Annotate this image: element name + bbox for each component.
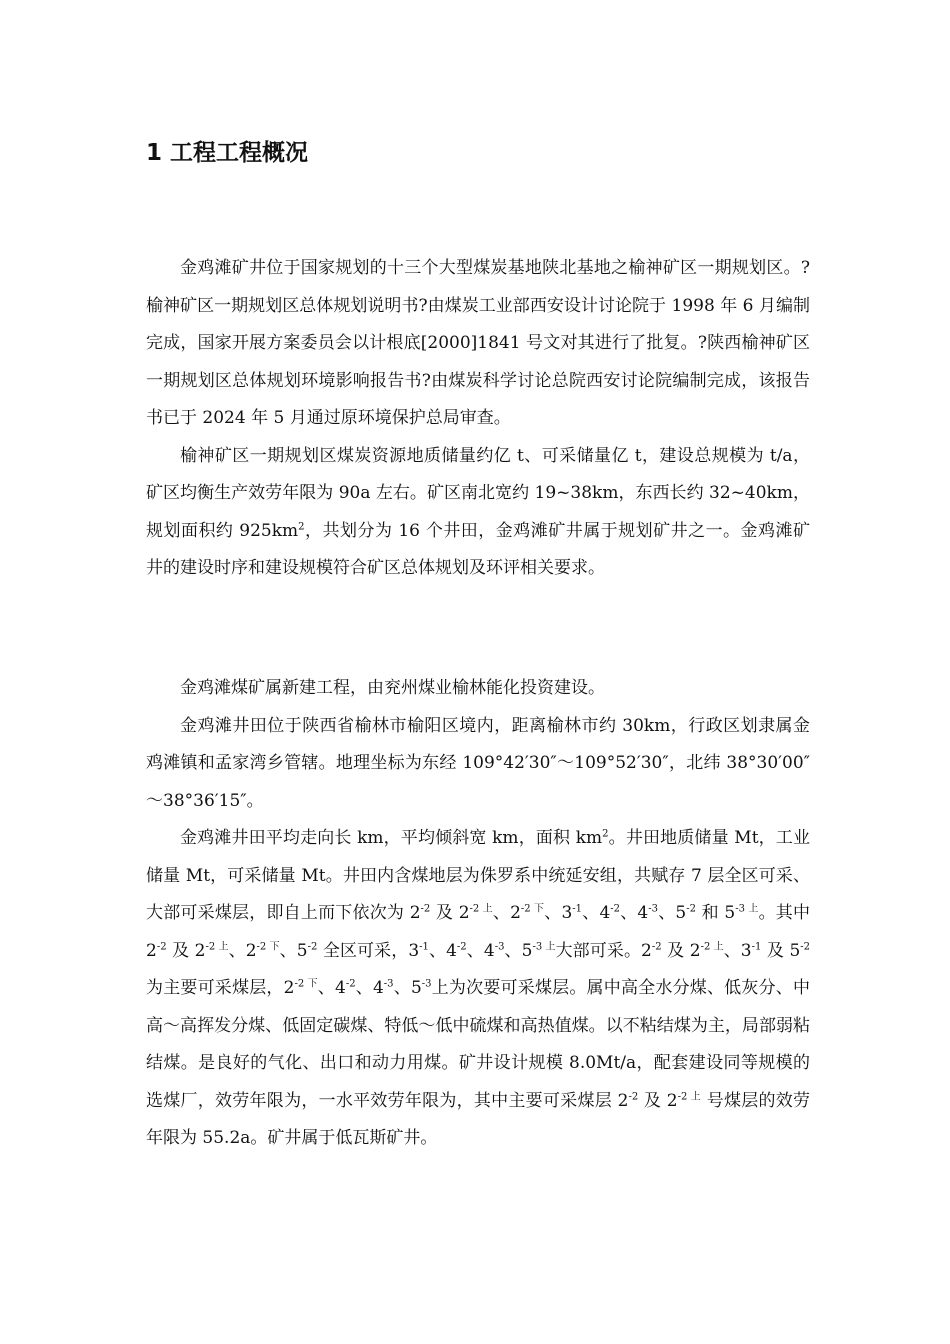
- text-segment: 、4: [466, 940, 495, 961]
- text-segment: 及 5: [761, 940, 801, 961]
- superscript: -2: [628, 1090, 639, 1102]
- body-section-2: [146, 670, 810, 1158]
- superscript: -2: [610, 903, 621, 915]
- text-segment: 号煤层的效劳年限为 55.2a。矿井属于低瓦斯矿井。: [146, 1090, 811, 1148]
- paragraph-4: 金鸡滩井田位于陕西省榆林市榆阳区境内，距离榆林市约 30km，行政区划隶属金鸡滩镇和孟家湾乡管辖。地理坐标为东经 109°42′30″～109°52′30″，北纬 38°30′00″～38°36′15″。: [146, 715, 810, 811]
- paragraph-5: [146, 820, 810, 1158]
- superscript: -1: [751, 940, 762, 952]
- superscript: -3: [383, 978, 394, 990]
- superscript: -2 上: [677, 1090, 702, 1102]
- paragraph-2-part-b: ，共划分为 16 个井田，金鸡滩矿井属于规划矿井之一。金鸡滩矿井的建设时序和建设规模符合矿区总体规划及环评相关要求。: [146, 520, 810, 578]
- superscript: -2 下: [256, 940, 280, 952]
- text-segment: 、5: [504, 940, 533, 961]
- superscript: -3: [494, 940, 505, 952]
- superscript: -1: [419, 940, 429, 952]
- superscript: 2: [602, 828, 609, 840]
- superscript: -2: [307, 940, 318, 952]
- section-heading: 1 工程工程概况: [146, 140, 309, 166]
- superscript-squared: 2: [298, 520, 305, 532]
- superscript: -2 下: [520, 903, 545, 915]
- body-section-1: [146, 250, 810, 588]
- text-segment: 、3: [723, 940, 752, 961]
- superscript: -2 下: [294, 978, 318, 990]
- superscript: -1: [572, 903, 583, 915]
- text-segment: 、5: [393, 978, 422, 998]
- text-segment: 及 2: [661, 940, 701, 961]
- superscript: -2 上: [205, 940, 229, 952]
- paragraph-2: [146, 438, 810, 588]
- superscript: -2: [420, 903, 431, 915]
- superscript: -3 上: [532, 940, 556, 952]
- text-segment: 及 2: [430, 903, 470, 923]
- superscript: -2: [345, 978, 356, 990]
- superscript: -2 上: [469, 903, 493, 915]
- text-segment: 。井田地质储量 Mt，工业储量 Mt，可采储量 Mt。井田内含煤地层为侏罗系中统延安组，共赋存 7 层全区可采、大部可采煤层，即自上而下依次为 2: [146, 828, 810, 923]
- superscript: -3: [648, 903, 658, 915]
- text-segment: 上为次要可采煤层。属中高全水分煤、低灰分、中高～高挥发分煤、低固定碳煤、特低～低中硫煤和高热值煤。以不粘结煤为主，局部弱粘结煤。是良好的气化、出口和动力用煤。矿井设计规模 8.0Mt/a，配套建设同等规模的选煤厂，效劳年限为，一水平效劳年限为，其中主要可采煤层 2: [146, 978, 810, 1111]
- paragraph-2-part-a: 榆神矿区一期规划区煤炭资源地质储量约亿 t、可采储量亿 t，建设总规模为 t/a，矿区均衡生产效劳年限为 90a 左右。矿区南北宽约 19~38km，东西长约 32~40km，规划面积约 925km: [146, 445, 810, 541]
- text-segment: 、4: [355, 978, 384, 998]
- text-segment: 。其中 2: [146, 903, 810, 961]
- text-segment: 、5: [279, 940, 308, 961]
- superscript: -2: [156, 940, 167, 952]
- text-segment: 大部可采。2: [555, 940, 652, 961]
- text-segment: 、3: [544, 903, 573, 923]
- superscript: -3 上: [735, 903, 759, 915]
- text-segment: 及 2: [166, 940, 206, 961]
- text-segment: 、2: [228, 940, 257, 961]
- text-segment: 、4: [428, 940, 457, 961]
- text-segment: 和 5: [695, 903, 736, 923]
- superscript: -2: [800, 940, 811, 952]
- superscript: -2: [686, 903, 696, 915]
- superscript: -2: [651, 940, 662, 952]
- text-segment: 全区可采，3: [317, 940, 420, 961]
- text-segment: 、2: [492, 903, 521, 923]
- text-segment: 、4: [317, 978, 346, 998]
- text-segment: 、4: [620, 903, 649, 923]
- text-segment: 、5: [658, 903, 687, 923]
- superscript: -2: [456, 940, 467, 952]
- text-segment: 、4: [582, 903, 611, 923]
- text-segment: 金鸡滩井田平均走向长 km，平均倾斜宽 km，面积 km: [180, 828, 603, 848]
- paragraph-3: 金鸡滩煤矿属新建工程，由兖州煤业榆林能化投资建设。: [180, 678, 605, 698]
- paragraph-1: 金鸡滩矿井位于国家规划的十三个大型煤炭基地陕北基地之榆神矿区一期规划区。?榆神矿区一期规划区总体规划说明书?由煤炭工业部西安设计讨论院于 1998 年 6 月编制完成，国家开展方案委员会以计根底[2000]1841 号文对其进行了批复。?陕西榆神矿区一期规划区总体规划环境影响报告书?由煤炭科学讨论总院西安讨论院编制完成，该报告书已于 2024 年 5 月通过原环境保护总局审查。: [146, 258, 810, 428]
- superscript: -3: [421, 978, 432, 990]
- text-segment: 及 2: [638, 1090, 678, 1111]
- text-segment: 为主要可采煤层，2: [146, 978, 295, 998]
- superscript: -2 上: [700, 940, 724, 952]
